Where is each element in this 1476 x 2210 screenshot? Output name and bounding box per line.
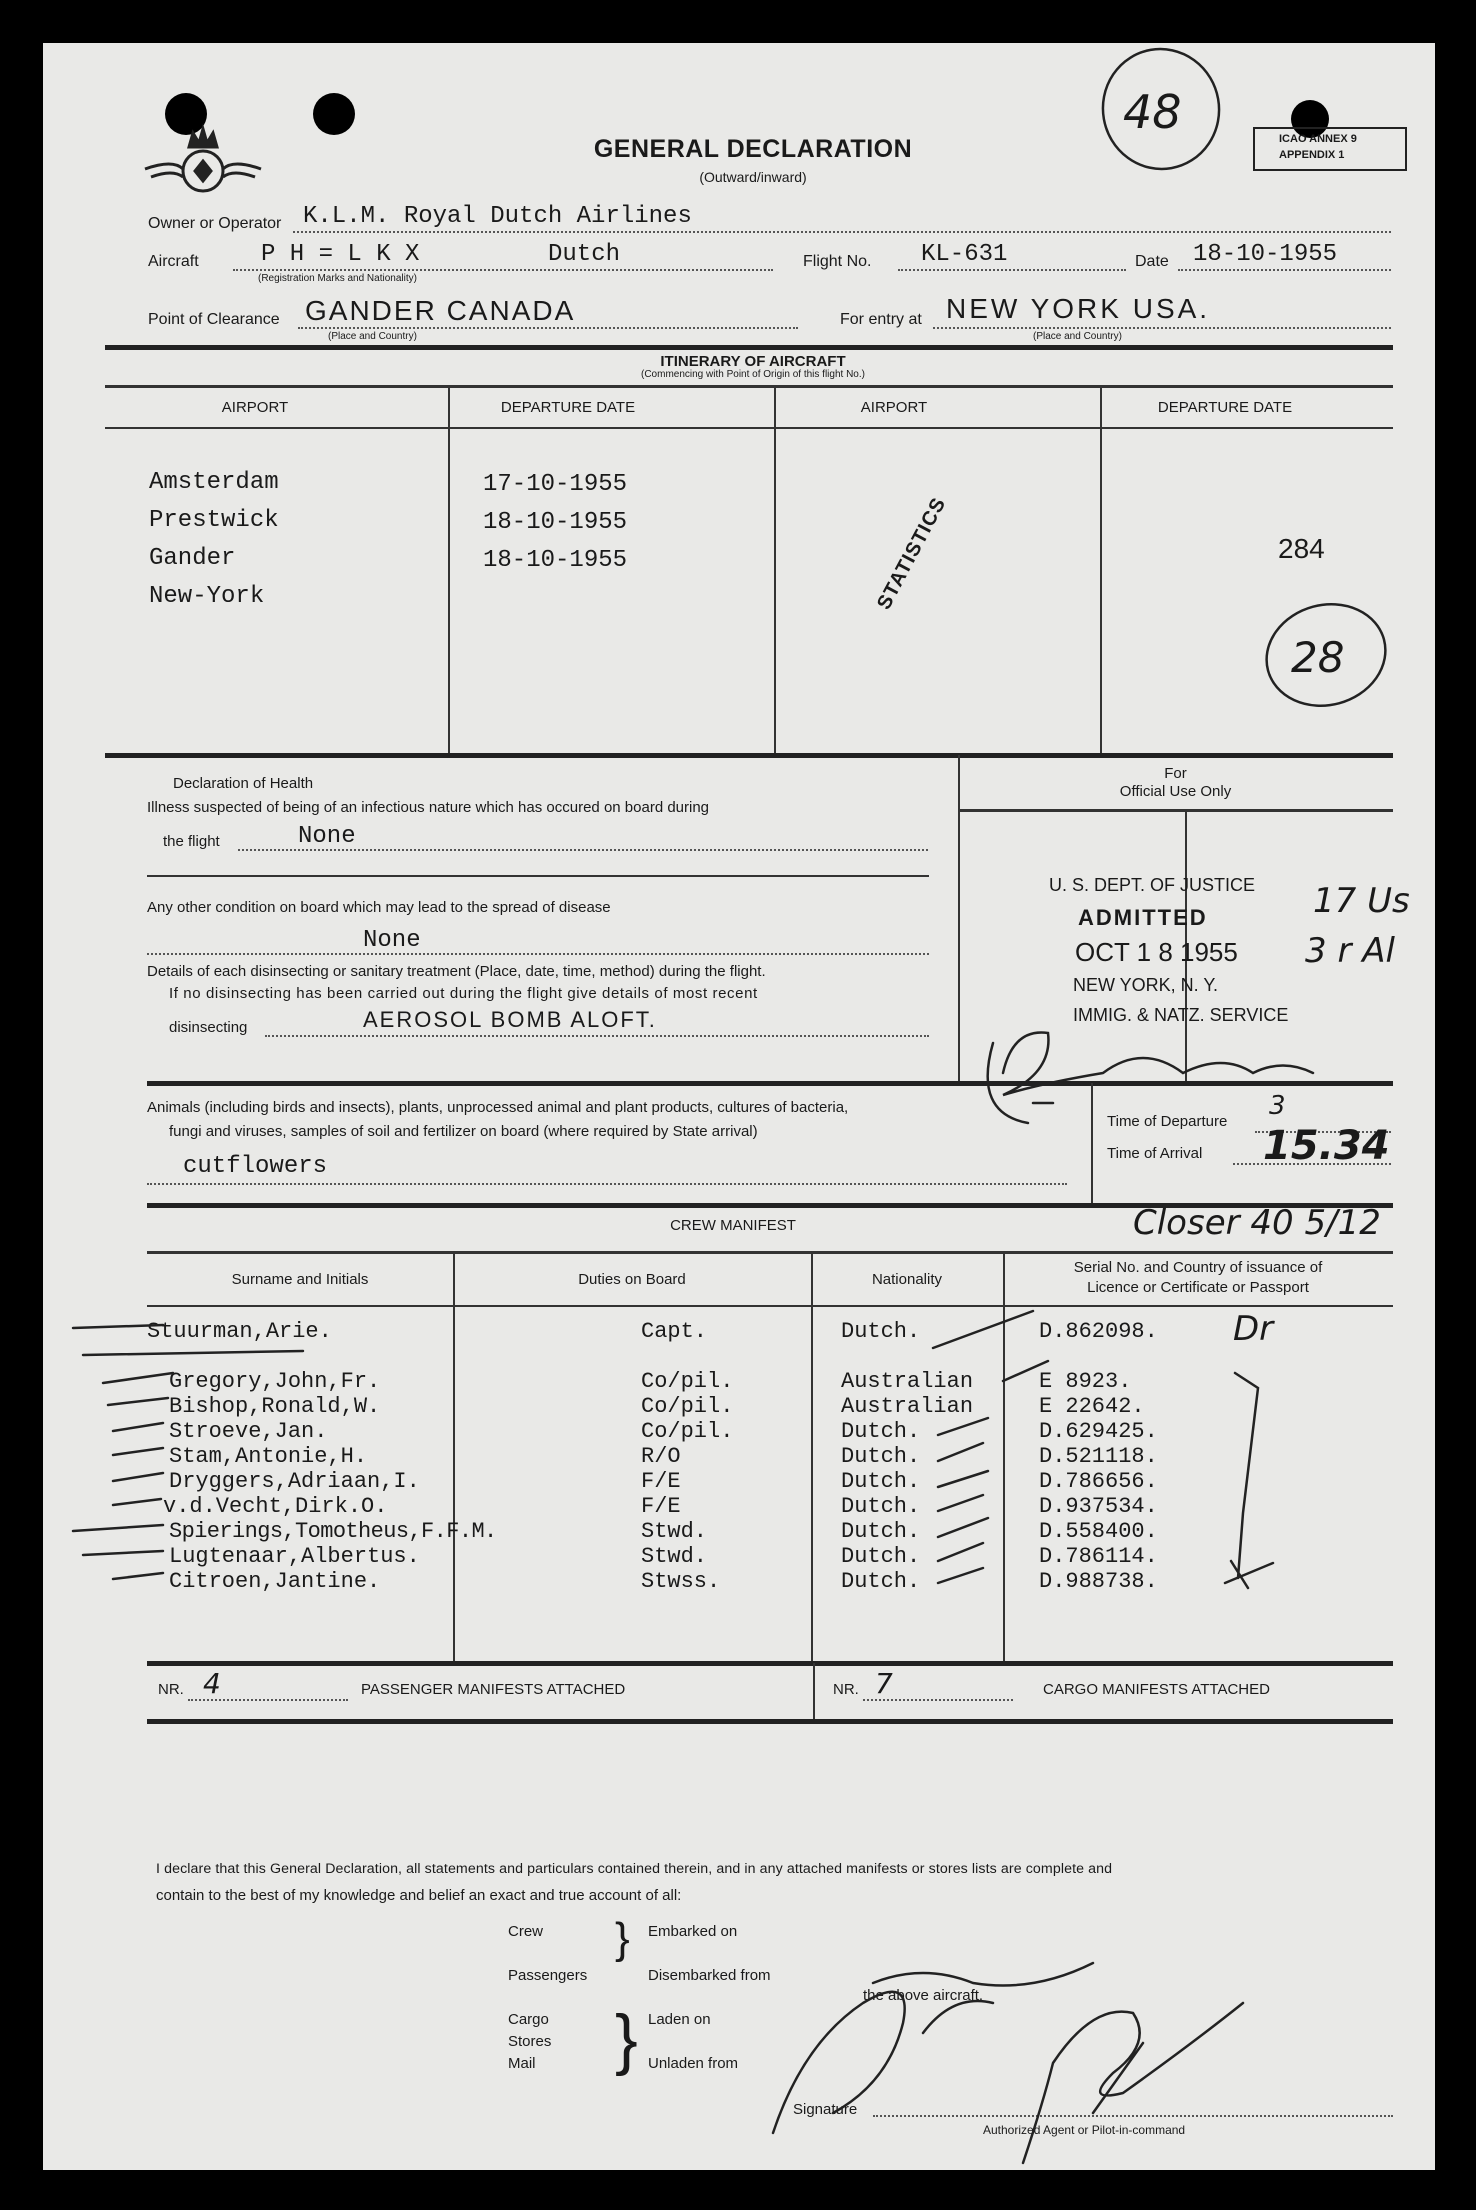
animals-line [147, 1183, 1067, 1185]
itinerary-header-airport-2: AIRPORT [860, 399, 928, 416]
declaration-text-1: I declare that this General Declaration, all statements and particulars contained therein, and in any attached manifests or stores lists are complete and [156, 1861, 1113, 1877]
itinerary-number: 284 [1278, 533, 1325, 564]
declaration-right-embarked: Embarked on [648, 1923, 738, 1940]
entry-label: For entry at [840, 311, 922, 328]
crew-mark: Dr [1233, 1309, 1274, 1349]
itinerary-date-3: 18-10-1955 [483, 547, 628, 574]
crew-duty: Capt. [641, 1319, 708, 1344]
crew-nat: Dutch. [841, 1544, 921, 1569]
form-title: GENERAL DECLARATION [593, 135, 913, 163]
manifest-top-rule [147, 1661, 1393, 1666]
crew-header-name: Surname and Initials [231, 1271, 369, 1288]
health-title: Declaration of Health [173, 775, 314, 792]
declaration-form [43, 43, 1435, 2170]
crew-duty: Stwd. [641, 1544, 708, 1569]
declaration-left-stores: Stores [508, 2033, 552, 2050]
official-stamp-3: OCT 1 8 1955 [1075, 937, 1238, 967]
official-stamp-2: ADMITTED [1078, 905, 1208, 930]
crew-serial: D.937534. [1039, 1494, 1158, 1519]
departure-time-label: Time of Departure [1107, 1113, 1228, 1130]
signature-label: Signature [793, 2101, 858, 2118]
crew-header-top [147, 1251, 1393, 1254]
official-note-1: 17 Us [1313, 881, 1410, 921]
health-a1: None [298, 823, 356, 850]
itinerary-subtitle: (Commencing with Point of Origin of this flight No.) [641, 369, 865, 380]
crew-nat: Dutch. [841, 1519, 921, 1544]
animals-text-1: Animals (including birds and insects), plants, unprocessed animal and plant products, cultures of bacteria, [147, 1099, 849, 1116]
declaration-left-passengers: Passengers [508, 1967, 588, 1984]
itinerary-airport-3: Gander [149, 545, 236, 572]
crew-col-2 [811, 1251, 813, 1661]
crew-serial: D.521118. [1039, 1444, 1158, 1469]
crew-nat: Dutch. [841, 1444, 921, 1469]
klm-crown-logo-icon [43, 43, 1435, 343]
itinerary-date-2: 18-10-1955 [483, 509, 628, 536]
crew-serial: E 22642. [1039, 1394, 1145, 1419]
itinerary-circle-mark: 28 [1291, 633, 1345, 682]
punch-hole-right [313, 93, 355, 135]
owner-label: Owner or Operator [148, 215, 282, 232]
aircraft-line [233, 269, 773, 271]
aircraft-label: Aircraft [148, 253, 199, 270]
animals-top-rule [147, 1081, 1393, 1086]
passenger-manifest-count: 4 [203, 1667, 221, 1700]
cargo-manifest-label: CARGO MANIFESTS ATTACHED [1043, 1681, 1270, 1698]
cargo-manifest-count: 7 [875, 1667, 893, 1700]
arrival-time-label: Time of Arrival [1107, 1145, 1203, 1162]
crew-serial: D.862098. [1039, 1319, 1158, 1344]
crew-name: Stam,Antonie,H. [169, 1444, 368, 1469]
official-stamp-4: NEW YORK, N. Y. [1073, 975, 1219, 995]
serial-bracket [1225, 1373, 1273, 1588]
date-label: Date [1135, 253, 1169, 270]
health-line-2 [147, 953, 929, 955]
crew-nat: Dutch. [841, 1569, 921, 1594]
crew-duty: Stwd. [641, 1519, 708, 1544]
declaration-brace-1: } [615, 1914, 630, 1963]
departure-time-mark: 3 [1269, 1091, 1286, 1121]
declaration-left-crew: Crew [508, 1923, 544, 1940]
crew-name: Gregory,John,Fr. [169, 1369, 381, 1394]
itinerary-header-top [105, 385, 1393, 388]
icao-line-1: ICAO ANNEX 9 [1279, 133, 1357, 145]
justice-signature [988, 1033, 1313, 1124]
signature-line [873, 2115, 1393, 2117]
crew-header-serial-2: Licence or Certificate or Passport [1087, 1279, 1309, 1296]
health-q3b: If no disinsecting has been carried out during the flight give details of most recent [169, 985, 758, 1002]
itinerary-bottom-rule [105, 753, 1393, 758]
clearance-label: Point of Clearance [148, 311, 280, 328]
crew-name: Lugtenaar,Albertus. [169, 1544, 420, 1569]
crew-duty: Co/pil. [641, 1394, 734, 1419]
crew-col-3 [1003, 1251, 1005, 1661]
circle-mark-top: 48 [1123, 85, 1182, 139]
official-stamp-1: U. S. DEPT. OF JUSTICE [1049, 875, 1256, 895]
clearance-note: (Place and Country) [328, 331, 417, 342]
crew-name: Bishop,Ronald,W. [169, 1394, 381, 1419]
punch-hole-left [165, 93, 207, 135]
crew-serial: D.988738. [1039, 1569, 1158, 1594]
icao-line-2: APPENDIX 1 [1279, 149, 1345, 161]
crew-name: Stroeve,Jan. [169, 1419, 328, 1444]
owner-line [293, 231, 1391, 233]
declaration-left-cargo: Cargo [508, 2011, 549, 2028]
health-q1a: Illness suspected of being of an infectious nature which has occured on board during [147, 799, 710, 816]
crew-duty: Co/pil. [641, 1419, 734, 1444]
itinerary-airport-4: New-York [149, 583, 265, 610]
declaration-text-2: contain to the best of my knowledge and belief an exact and true account of all: [156, 1887, 682, 1904]
crew-serial: D.629425. [1039, 1419, 1158, 1444]
statistics-stamp: STATISTICS [873, 493, 951, 614]
health-q3a: Details of each disinsecting or sanitary treatment (Place, date, time, method) during the flight. [147, 963, 766, 980]
itinerary-col-2 [774, 385, 776, 753]
itinerary-top-rule [105, 345, 1393, 350]
cargo-nr-line [863, 1699, 1013, 1701]
health-a3: AEROSOL BOMB ALOFT. [363, 1007, 657, 1032]
animals-value: cutflowers [183, 1153, 328, 1180]
signature-agent-label: Authorized Agent or Pilot-in-command [983, 2123, 1186, 2137]
aircraft-nationality: Dutch [548, 241, 621, 268]
crew-name: Citroen,Jantine. [169, 1569, 381, 1594]
health-q3c: disinsecting [169, 1019, 248, 1036]
itinerary-header-date-1: DEPARTURE DATE [500, 399, 636, 416]
official-title-rule [958, 809, 1393, 812]
times-col-line [1091, 1083, 1093, 1203]
crew-col-1 [453, 1251, 455, 1661]
itinerary-date-1: 17-10-1955 [483, 471, 628, 498]
health-q2: Any other condition on board which may lead to the spread of disease [147, 899, 611, 916]
animals-text-2: fungi and viruses, samples of soil and fertilizer on board (where required by State arrival) [169, 1123, 758, 1140]
crew-nat: Australian [841, 1369, 974, 1394]
health-q1b: the flight [163, 833, 220, 850]
date-value: 18-10-1955 [1193, 241, 1338, 268]
crew-duty: Stwss. [641, 1569, 721, 1594]
crew-duty: F/E [641, 1494, 681, 1519]
health-sep-1 [147, 875, 929, 877]
crew-duty: R/O [641, 1444, 681, 1469]
owner-value: K.L.M. Royal Dutch Airlines [303, 203, 692, 230]
crew-nat: Australian [841, 1394, 974, 1419]
crew-serial: D.786114. [1039, 1544, 1158, 1569]
crew-note: Closer 40 5/12 [1133, 1203, 1381, 1243]
crew-header-nat: Nationality [871, 1271, 943, 1288]
passenger-nr-label: NR. [158, 1681, 184, 1698]
cargo-nr-label: NR. [833, 1681, 859, 1698]
health-a2: None [363, 927, 421, 954]
crew-header-bottom [147, 1305, 1393, 1307]
aircraft-note: (Registration Marks and Nationality) [258, 273, 417, 284]
crew-nat: Dutch. [841, 1319, 921, 1344]
official-stamp-5: IMMIG. & NATZ. SERVICE [1073, 1005, 1289, 1025]
itinerary-header-date-2: DEPARTURE DATE [1157, 399, 1293, 416]
declaration-above-aircraft: the above aircraft. [863, 1987, 984, 2004]
official-col-line [958, 755, 960, 1081]
crew-duty: Co/pil. [641, 1369, 734, 1394]
clearance-line [298, 327, 798, 329]
official-note-2: 3 r Al [1305, 931, 1395, 971]
form-subtitle: (Outward/inward) [699, 169, 807, 185]
flight-value: KL-631 [921, 241, 1008, 268]
date-line [1178, 269, 1391, 271]
crew-header-serial-1: Serial No. and Country of issuance of [1073, 1259, 1323, 1276]
flight-line [898, 269, 1126, 271]
declaration-right-disembarked: Disembarked from [648, 1967, 771, 1984]
crew-name: Dryggers,Adriaan,I. [169, 1469, 420, 1494]
itinerary-airport-1: Amsterdam [149, 469, 279, 496]
arrival-time-value: 15.34 [1263, 1123, 1390, 1169]
icao-box [1253, 127, 1407, 171]
entry-value: NEW YORK USA. [946, 293, 1211, 324]
itinerary-airport-2: Prestwick [149, 507, 279, 534]
entry-note: (Place and Country) [1033, 331, 1122, 342]
crew-serial: D.786656. [1039, 1469, 1158, 1494]
itinerary-col-3 [1100, 385, 1102, 753]
itinerary-title: ITINERARY OF AIRCRAFT [660, 353, 846, 370]
crew-name: v.d.Vecht,Dirk.O. [163, 1494, 388, 1519]
crew-serial: D.558400. [1039, 1519, 1158, 1544]
itinerary-header-bottom [105, 427, 1393, 429]
manifest-bottom-rule [147, 1719, 1393, 1724]
entry-line [933, 327, 1391, 329]
crew-nat: Dutch. [841, 1419, 921, 1444]
crew-name: Spierings,Tomotheus,F.F.M. [169, 1519, 497, 1544]
crew-serial: E 8923. [1039, 1369, 1132, 1394]
crew-nat: Dutch. [841, 1494, 921, 1519]
crew-title: CREW MANIFEST [670, 1217, 796, 1234]
crew-duty: F/E [641, 1469, 681, 1494]
declaration-right-laden: Laden on [648, 2011, 711, 2028]
clearance-value: GANDER CANADA [305, 295, 576, 326]
itinerary-col-1 [448, 385, 450, 753]
crew-header-duty: Duties on Board [578, 1271, 686, 1288]
aircraft-reg: P H = L K X [261, 241, 420, 268]
official-title-1: For [1164, 765, 1187, 782]
nationality-ticks [933, 1311, 1048, 1583]
health-line-3 [265, 1035, 929, 1037]
crew-name: Stuurman,Arie. [147, 1319, 332, 1344]
flight-label: Flight No. [803, 253, 872, 270]
passenger-manifest-label: PASSENGER MANIFESTS ATTACHED [361, 1681, 626, 1698]
declaration-brace-2: } [615, 2001, 638, 2077]
declaration-left-mail: Mail [508, 2055, 536, 2072]
manifest-col-line [813, 1663, 815, 1719]
itinerary-header-airport-1: AIRPORT [221, 399, 289, 416]
passenger-nr-line [188, 1699, 348, 1701]
health-line-1 [238, 849, 928, 851]
crew-nat: Dutch. [841, 1469, 921, 1494]
official-title-2: Official Use Only [1119, 783, 1232, 800]
declaration-right-unladen: Unladen from [648, 2055, 739, 2072]
